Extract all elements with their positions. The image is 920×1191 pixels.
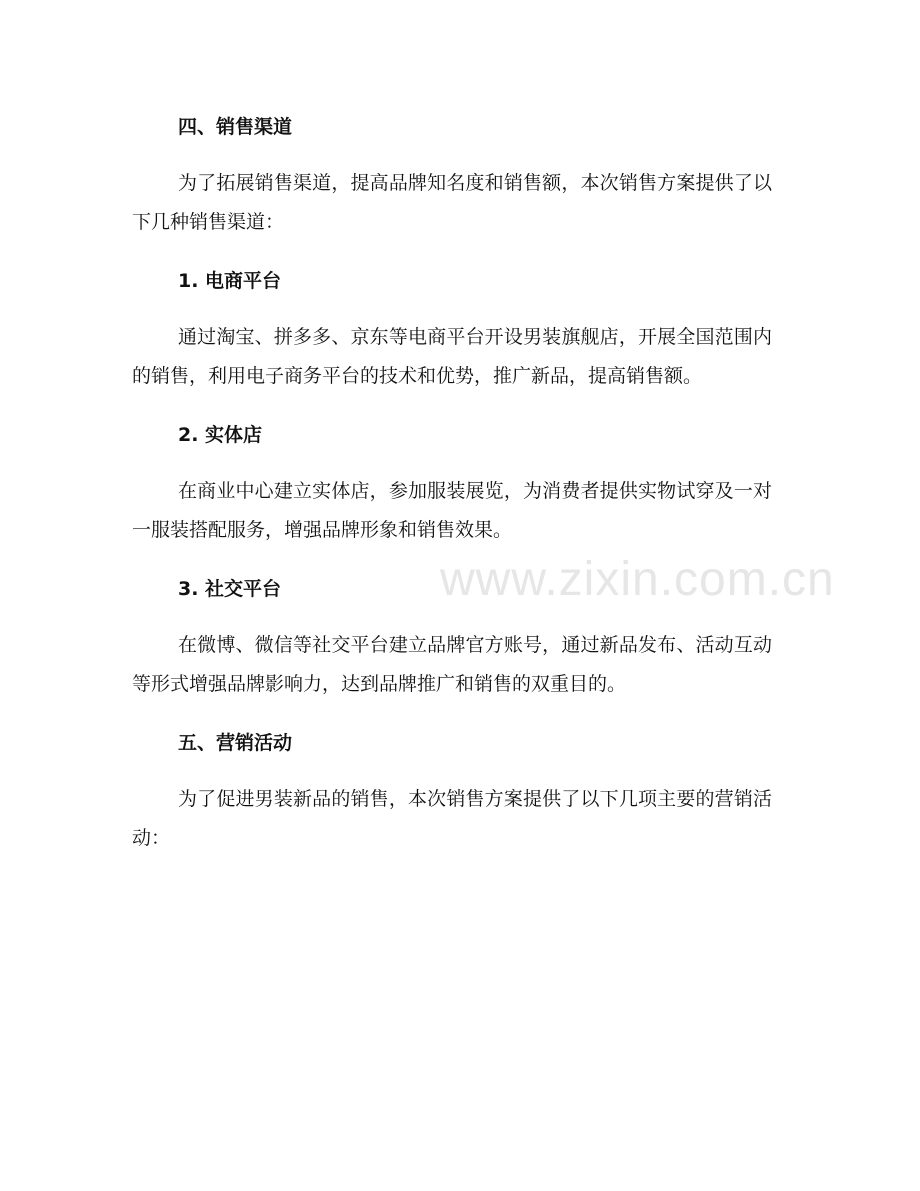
subheading-social-platform: 3. 社交平台 [178, 578, 282, 600]
document-body [132, 108, 772, 858]
subheading-physical-store: 2. 实体店 [178, 424, 263, 446]
section-heading-marketing: 五、营销活动 [178, 732, 293, 754]
paragraph-sales-channels-intro: 为了拓展销售渠道，提高品牌知名度和销售额，本次销售方案提供了以下几种销售渠道： [132, 172, 772, 233]
section-heading-sales-channels: 四、销售渠道 [178, 116, 293, 138]
paragraph-physical-store: 在商业中心建立实体店，参加服装展览，为消费者提供实物试穿及一对一服装搭配服务，增强品牌形象和销售效果。 [132, 480, 772, 541]
paragraph-ecommerce: 通过淘宝、拼多多、京东等电商平台开设男装旗舰店，开展全国范围内的销售，利用电子商务平台的技术和优势，推广新品，提高销售额。 [132, 326, 772, 387]
paragraph-social-platform: 在微博、微信等社交平台建立品牌官方账号，通过新品发布、活动互动等形式增强品牌影响力，达到品牌推广和销售的双重目的。 [132, 634, 772, 695]
watermark-text: www.zixin.com.cn [440, 553, 835, 606]
paragraph-marketing-intro: 为了促进男装新品的销售，本次销售方案提供了以下几项主要的营销活动： [132, 788, 772, 849]
subheading-ecommerce: 1. 电商平台 [178, 270, 282, 292]
